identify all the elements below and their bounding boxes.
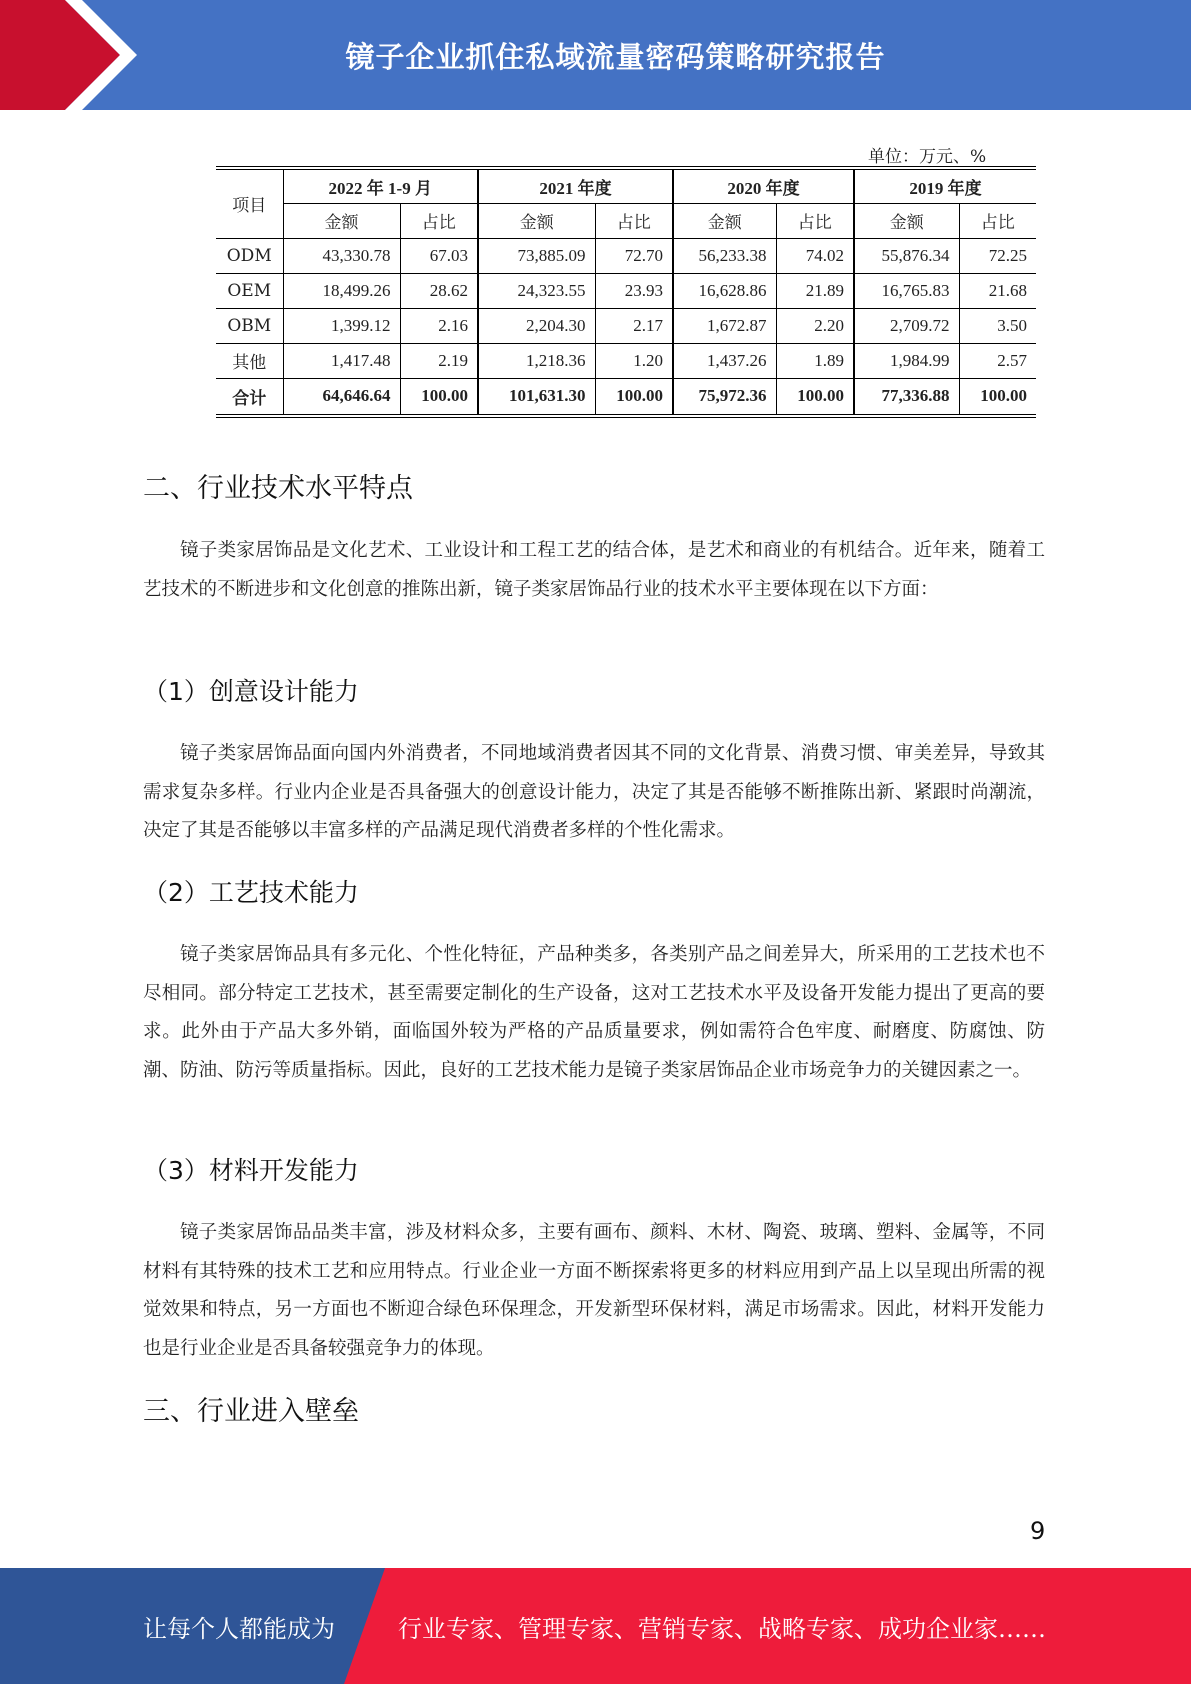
ratio-cell: 67.03	[400, 238, 478, 273]
ratio-cell: 23.93	[595, 273, 673, 308]
ratio-cell: 2.20	[776, 308, 854, 343]
section-paragraph: 镜子类家居饰品具有多元化、个性化特征，产品种类多，各类别产品之间差异大，所采用的工艺技术也不尽相同。部分特定工艺技术，甚至需要定制化的生产设备，这对工艺技术水平及设备开发能力提出了更高的要求。此外由于产品大多外销，面临国外较为严格的产品质量要求，例如需符合色牢度、耐磨度、防腐蚀、防潮、防油、防污等质量指标。因此，良好的工艺技术能力是镜子类家居饰品企业市场竞争力的关键因素之一。	[143, 944, 1045, 1081]
ratio-cell: 100.00	[595, 378, 673, 416]
header-ratio: 占比	[400, 203, 478, 238]
revenue-table-container	[216, 166, 1036, 418]
table-row	[216, 273, 1036, 308]
ratio-cell: 2.16	[400, 308, 478, 343]
ratio-cell: 100.00	[776, 378, 854, 416]
amount-cell: 101,631.30	[478, 378, 595, 416]
table-row	[216, 343, 1036, 378]
row-item-label: OEM	[216, 273, 283, 308]
ratio-cell: 72.70	[595, 238, 673, 273]
ratio-cell: 100.00	[400, 378, 478, 416]
amount-cell: 16,765.83	[854, 273, 959, 308]
subsection-heading: （1）创意设计能力	[143, 677, 359, 706]
amount-cell: 77,336.88	[854, 378, 959, 416]
revenue-table	[216, 166, 1036, 418]
amount-cell: 1,218.36	[478, 343, 595, 378]
amount-cell: 55,876.34	[854, 238, 959, 273]
page-footer	[0, 1568, 1191, 1684]
header-amount: 金额	[673, 203, 776, 238]
row-item-label: 合计	[216, 378, 283, 416]
amount-cell: 1,417.48	[283, 343, 400, 378]
footer-slogan-left: 让每个人都能成为	[143, 1614, 335, 1643]
table-row	[216, 238, 1036, 273]
header-ratio: 占比	[776, 203, 854, 238]
page-header	[0, 0, 1191, 110]
header-period: 2021 年度	[478, 168, 673, 203]
header-amount: 金额	[283, 203, 400, 238]
row-item-label: OBM	[216, 308, 283, 343]
ratio-cell: 2.17	[595, 308, 673, 343]
page-number: 9	[1030, 1517, 1046, 1545]
amount-cell: 2,709.72	[854, 308, 959, 343]
amount-cell: 56,233.38	[673, 238, 776, 273]
section-heading: 三、行业进入壁垒	[143, 1396, 359, 1427]
footer-slogan-right: 行业专家、管理专家、营销专家、战略专家、成功企业家……	[398, 1614, 1046, 1643]
amount-cell: 43,330.78	[283, 238, 400, 273]
header-amount: 金额	[478, 203, 595, 238]
subsection-heading: （2）工艺技术能力	[143, 878, 359, 907]
section-paragraph: 镜子类家居饰品面向国内外消费者，不同地域消费者因其不同的文化背景、消费习惯、审美差异，导致其需求复杂多样。行业内企业是否具备强大的创意设计能力，决定了其是否能够不断推陈出新、紧跟时尚潮流，决定了其是否能够以丰富多样的产品满足现代消费者多样的个性化需求。	[143, 743, 1045, 841]
ratio-cell: 2.19	[400, 343, 478, 378]
amount-cell: 1,399.12	[283, 308, 400, 343]
ratio-cell: 21.89	[776, 273, 854, 308]
amount-cell: 18,499.26	[283, 273, 400, 308]
section-paragraph: 镜子类家居饰品是文化艺术、工业设计和工程工艺的结合体，是艺术和商业的有机结合。近年来，随着工艺技术的不断进步和文化创意的推陈出新，镜子类家居饰品行业的技术水平主要体现在以下方面：	[143, 540, 1045, 600]
amount-cell: 75,972.36	[673, 378, 776, 416]
section-heading: 二、行业技术水平特点	[143, 473, 413, 504]
header-period: 2020 年度	[673, 168, 854, 203]
header-item: 项目	[216, 168, 283, 238]
amount-cell: 16,628.86	[673, 273, 776, 308]
amount-cell: 1,437.26	[673, 343, 776, 378]
ratio-cell: 74.02	[776, 238, 854, 273]
header-ratio: 占比	[959, 203, 1036, 238]
ratio-cell: 1.89	[776, 343, 854, 378]
amount-cell: 64,646.64	[283, 378, 400, 416]
report-title: 镜子企业抓住私域流量密码策略研究报告	[345, 39, 886, 74]
header-ratio: 占比	[595, 203, 673, 238]
amount-cell: 2,204.30	[478, 308, 595, 343]
subsection-heading: （3）材料开发能力	[143, 1156, 359, 1185]
header-period: 2019 年度	[854, 168, 1036, 203]
row-item-label: ODM	[216, 238, 283, 273]
ratio-cell: 100.00	[959, 378, 1036, 416]
ratio-cell: 28.62	[400, 273, 478, 308]
amount-cell: 24,323.55	[478, 273, 595, 308]
ratio-cell: 21.68	[959, 273, 1036, 308]
ratio-cell: 1.20	[595, 343, 673, 378]
ratio-cell: 2.57	[959, 343, 1036, 378]
header-period: 2022 年 1-9 月	[283, 168, 478, 203]
table-body	[216, 238, 1036, 416]
section-paragraph: 镜子类家居饰品品类丰富，涉及材料众多，主要有画布、颜料、木材、陶瓷、玻璃、塑料、金属等，不同材料有其特殊的技术工艺和应用特点。行业企业一方面不断探索将更多的材料应用到产品上以呈现出所需的视觉效果和特点，另一方面也不断迎合绿色环保理念，开发新型环保材料，满足市场需求。因此，材料开发能力也是行业企业是否具备较强竞争力的体现。	[143, 1222, 1045, 1359]
header-amount: 金额	[854, 203, 959, 238]
table-unit-note: 单位：万元、%	[868, 147, 987, 167]
row-item-label: 其他	[216, 343, 283, 378]
amount-cell: 1,672.87	[673, 308, 776, 343]
ratio-cell: 3.50	[959, 308, 1036, 343]
table-row	[216, 308, 1036, 343]
ratio-cell: 72.25	[959, 238, 1036, 273]
amount-cell: 73,885.09	[478, 238, 595, 273]
header-arrow-icon	[0, 0, 150, 110]
table-row	[216, 378, 1036, 416]
amount-cell: 1,984.99	[854, 343, 959, 378]
